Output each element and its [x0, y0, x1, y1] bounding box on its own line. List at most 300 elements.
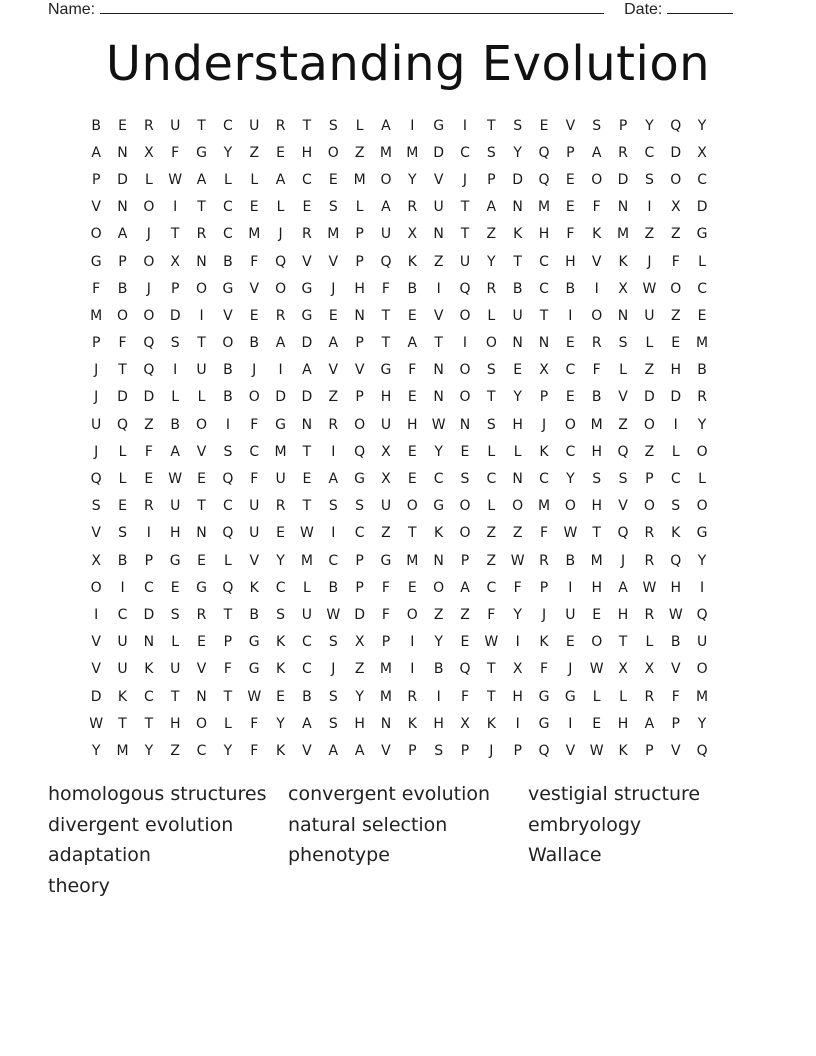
grid-letter[interactable]: A: [170, 443, 180, 460]
grid-letter[interactable]: Z: [354, 661, 365, 678]
grid-letter[interactable]: V: [302, 742, 312, 759]
grid-letter[interactable]: A: [275, 335, 286, 352]
grid-letter[interactable]: O: [433, 579, 445, 596]
grid-letter[interactable]: H: [301, 144, 313, 161]
grid-letter[interactable]: Z: [144, 416, 154, 433]
grid-letter[interactable]: P: [539, 389, 549, 406]
grid-letter[interactable]: Z: [249, 144, 260, 161]
grid-letter[interactable]: I: [225, 416, 230, 433]
grid-letter[interactable]: Q: [222, 579, 234, 596]
grid-letter[interactable]: E: [539, 117, 549, 134]
grid-letter[interactable]: U: [249, 525, 260, 542]
grid-letter[interactable]: C: [539, 471, 549, 488]
grid-letter[interactable]: T: [170, 226, 180, 243]
grid-letter[interactable]: V: [618, 498, 628, 515]
grid-letter[interactable]: C: [143, 688, 154, 705]
grid-letter[interactable]: O: [406, 606, 418, 623]
grid-letter[interactable]: B: [223, 253, 233, 270]
grid-letter[interactable]: Z: [486, 525, 497, 542]
grid-letter[interactable]: N: [459, 416, 471, 433]
grid-letter[interactable]: L: [487, 443, 496, 460]
grid-letter[interactable]: W: [589, 742, 604, 759]
grid-letter[interactable]: C: [223, 226, 233, 243]
grid-letter[interactable]: V: [591, 253, 602, 270]
grid-letter[interactable]: J: [94, 389, 99, 406]
grid-letter[interactable]: F: [592, 199, 601, 216]
grid-letter[interactable]: R: [328, 416, 339, 433]
grid-letter[interactable]: X: [91, 552, 101, 569]
grid-letter[interactable]: M: [617, 226, 630, 243]
date-blank-line[interactable]: [667, 0, 733, 14]
grid-letter[interactable]: W: [247, 688, 262, 705]
grid-letter[interactable]: S: [328, 688, 338, 705]
grid-letter[interactable]: O: [327, 144, 339, 161]
grid-letter[interactable]: E: [565, 389, 575, 406]
grid-letter[interactable]: G: [433, 498, 445, 515]
grid-letter[interactable]: K: [513, 226, 523, 243]
grid-letter[interactable]: A: [91, 144, 101, 161]
grid-letter[interactable]: K: [539, 634, 549, 651]
grid-letter[interactable]: O: [196, 715, 208, 732]
grid-letter[interactable]: R: [644, 552, 655, 569]
grid-letter[interactable]: T: [302, 443, 312, 460]
grid-letter[interactable]: W: [300, 525, 314, 542]
grid-letter[interactable]: I: [594, 280, 599, 297]
grid-letter[interactable]: Z: [512, 525, 523, 542]
grid-letter[interactable]: O: [90, 579, 102, 596]
grid-letter[interactable]: V: [223, 307, 233, 324]
grid-letter[interactable]: C: [223, 498, 233, 515]
grid-letter[interactable]: U: [117, 634, 128, 651]
grid-letter[interactable]: C: [539, 253, 549, 270]
grid-letter[interactable]: I: [173, 362, 178, 379]
grid-letter[interactable]: L: [250, 171, 259, 188]
grid-letter[interactable]: K: [592, 226, 602, 243]
grid-letter[interactable]: S: [592, 117, 602, 134]
grid-letter[interactable]: C: [302, 171, 312, 188]
grid-letter[interactable]: N: [196, 253, 207, 270]
grid-letter[interactable]: H: [380, 389, 392, 406]
grid-letter[interactable]: B: [407, 280, 418, 297]
grid-letter[interactable]: S: [486, 362, 496, 379]
name-blank-line[interactable]: [100, 0, 604, 14]
grid-letter[interactable]: U: [91, 416, 102, 433]
grid-letter[interactable]: P: [539, 579, 549, 596]
grid-letter[interactable]: H: [538, 226, 550, 243]
grid-letter[interactable]: W: [484, 634, 499, 651]
grid-letter[interactable]: C: [302, 634, 312, 651]
grid-letter[interactable]: O: [696, 661, 708, 678]
grid-letter[interactable]: S: [434, 742, 444, 759]
grid-letter[interactable]: F: [671, 253, 680, 270]
grid-letter[interactable]: V: [91, 199, 101, 216]
grid-letter[interactable]: O: [670, 171, 682, 188]
grid-letter[interactable]: J: [278, 226, 283, 243]
grid-letter[interactable]: N: [196, 525, 207, 542]
grid-letter[interactable]: V: [328, 253, 339, 270]
grid-letter[interactable]: G: [196, 579, 207, 596]
grid-letter[interactable]: H: [354, 715, 365, 732]
grid-letter[interactable]: D: [143, 606, 155, 623]
grid-letter[interactable]: E: [460, 634, 470, 651]
grid-letter[interactable]: I: [278, 362, 283, 379]
grid-letter[interactable]: O: [459, 525, 471, 542]
grid-letter[interactable]: J: [647, 253, 652, 270]
grid-letter[interactable]: G: [248, 634, 260, 651]
grid-letter[interactable]: M: [379, 661, 392, 678]
grid-letter[interactable]: Y: [223, 144, 233, 161]
grid-letter[interactable]: H: [512, 416, 523, 433]
grid-letter[interactable]: P: [355, 389, 364, 406]
grid-letter[interactable]: Q: [143, 335, 155, 352]
grid-letter[interactable]: T: [223, 606, 233, 623]
grid-letter[interactable]: I: [410, 117, 415, 134]
grid-letter[interactable]: Q: [222, 525, 234, 542]
grid-letter[interactable]: A: [381, 199, 391, 216]
grid-letter[interactable]: B: [433, 661, 444, 678]
grid-letter[interactable]: O: [459, 307, 471, 324]
grid-letter[interactable]: K: [144, 661, 154, 678]
grid-letter[interactable]: T: [487, 389, 496, 406]
grid-letter[interactable]: F: [460, 688, 470, 705]
grid-letter[interactable]: D: [301, 389, 313, 406]
grid-letter[interactable]: P: [460, 742, 470, 759]
grid-letter[interactable]: J: [146, 280, 151, 297]
grid-letter[interactable]: C: [143, 579, 154, 596]
grid-letter[interactable]: K: [275, 661, 286, 678]
grid-letter[interactable]: W: [668, 606, 683, 623]
grid-letter[interactable]: T: [460, 199, 470, 216]
grid-letter[interactable]: U: [696, 634, 708, 651]
grid-letter[interactable]: Y: [513, 144, 522, 161]
grid-letter[interactable]: M: [327, 226, 340, 243]
grid-letter[interactable]: O: [143, 307, 155, 324]
grid-letter[interactable]: N: [117, 199, 128, 216]
grid-letter[interactable]: U: [565, 606, 576, 623]
grid-letter[interactable]: Z: [618, 416, 628, 433]
grid-letter[interactable]: T: [381, 335, 391, 352]
grid-letter[interactable]: X: [512, 661, 523, 678]
grid-letter[interactable]: S: [618, 471, 628, 488]
grid-letter[interactable]: U: [512, 307, 523, 324]
grid-letter[interactable]: V: [91, 525, 101, 542]
grid-letter[interactable]: Z: [644, 443, 655, 460]
grid-letter[interactable]: J: [94, 443, 99, 460]
grid-letter[interactable]: U: [117, 661, 128, 678]
grid-letter[interactable]: Y: [697, 552, 707, 569]
grid-letter[interactable]: E: [565, 171, 575, 188]
grid-letter[interactable]: H: [512, 688, 523, 705]
grid-letter[interactable]: F: [250, 416, 259, 433]
grid-letter[interactable]: I: [436, 280, 441, 297]
grid-letter[interactable]: T: [118, 362, 127, 379]
grid-letter[interactable]: E: [249, 199, 259, 216]
grid-letter[interactable]: O: [406, 498, 418, 515]
grid-letter[interactable]: F: [381, 579, 390, 596]
grid-letter[interactable]: H: [670, 362, 681, 379]
grid-letter[interactable]: E: [671, 335, 681, 352]
grid-letter[interactable]: D: [301, 335, 313, 352]
grid-letter[interactable]: I: [462, 117, 468, 134]
grid-letter[interactable]: S: [170, 335, 180, 352]
grid-letter[interactable]: V: [565, 742, 576, 759]
grid-letter[interactable]: O: [117, 307, 129, 324]
grid-letter[interactable]: O: [248, 389, 260, 406]
grid-letter[interactable]: U: [196, 362, 207, 379]
grid-letter[interactable]: L: [355, 199, 364, 216]
grid-letter[interactable]: E: [592, 715, 602, 732]
grid-letter[interactable]: I: [436, 688, 441, 705]
grid-letter[interactable]: E: [197, 634, 206, 651]
grid-letter[interactable]: P: [144, 552, 154, 569]
grid-letter[interactable]: P: [487, 171, 496, 188]
grid-letter[interactable]: O: [196, 416, 208, 433]
grid-letter[interactable]: F: [250, 471, 259, 488]
grid-letter[interactable]: Q: [459, 661, 471, 678]
grid-letter[interactable]: E: [407, 579, 417, 596]
grid-letter[interactable]: Y: [487, 253, 496, 270]
grid-letter[interactable]: P: [381, 634, 391, 651]
grid-letter[interactable]: L: [223, 552, 232, 569]
grid-letter[interactable]: T: [302, 117, 312, 134]
grid-letter[interactable]: N: [117, 144, 128, 161]
grid-letter[interactable]: E: [328, 171, 338, 188]
grid-letter[interactable]: P: [223, 634, 233, 651]
grid-letter[interactable]: K: [275, 634, 286, 651]
grid-letter[interactable]: Z: [486, 226, 497, 243]
grid-letter[interactable]: G: [222, 280, 234, 297]
grid-letter[interactable]: P: [355, 226, 364, 243]
grid-letter[interactable]: V: [670, 661, 681, 678]
grid-letter[interactable]: F: [381, 606, 390, 623]
grid-letter[interactable]: J: [541, 416, 547, 433]
grid-letter[interactable]: S: [91, 498, 101, 515]
grid-letter[interactable]: E: [118, 498, 127, 515]
grid-letter[interactable]: T: [408, 525, 417, 542]
grid-letter[interactable]: L: [645, 335, 654, 352]
grid-letter[interactable]: E: [249, 307, 259, 324]
grid-letter[interactable]: C: [670, 471, 681, 488]
grid-letter[interactable]: O: [275, 280, 287, 297]
grid-letter[interactable]: B: [117, 280, 128, 297]
grid-letter[interactable]: B: [223, 362, 233, 379]
grid-letter[interactable]: A: [302, 362, 312, 379]
grid-letter[interactable]: C: [565, 443, 576, 460]
grid-letter[interactable]: Z: [460, 606, 470, 623]
grid-letter[interactable]: A: [302, 715, 312, 732]
grid-letter[interactable]: T: [197, 117, 206, 134]
grid-letter[interactable]: L: [645, 634, 654, 651]
grid-letter[interactable]: G: [248, 661, 260, 678]
grid-letter[interactable]: M: [353, 171, 366, 188]
grid-letter[interactable]: D: [275, 389, 286, 406]
grid-letter[interactable]: A: [328, 742, 339, 759]
grid-letter[interactable]: T: [487, 661, 496, 678]
grid-letter[interactable]: Q: [617, 443, 629, 460]
grid-letter[interactable]: W: [168, 171, 183, 188]
grid-letter[interactable]: S: [328, 117, 338, 134]
grid-letter[interactable]: D: [512, 171, 524, 188]
grid-letter[interactable]: T: [197, 335, 206, 352]
grid-letter[interactable]: T: [170, 688, 180, 705]
grid-letter[interactable]: I: [568, 579, 573, 596]
grid-letter[interactable]: L: [513, 443, 522, 460]
grid-letter[interactable]: P: [513, 742, 522, 759]
grid-letter[interactable]: V: [91, 634, 101, 651]
grid-letter[interactable]: X: [618, 280, 628, 297]
grid-letter[interactable]: Y: [566, 471, 575, 488]
grid-letter[interactable]: J: [541, 606, 547, 623]
grid-letter[interactable]: A: [117, 226, 128, 243]
grid-letter[interactable]: G: [169, 552, 181, 569]
grid-letter[interactable]: P: [91, 171, 101, 188]
grid-letter[interactable]: P: [170, 280, 180, 297]
grid-letter[interactable]: F: [671, 688, 680, 705]
grid-letter[interactable]: V: [196, 661, 207, 678]
grid-letter[interactable]: L: [671, 443, 680, 460]
grid-letter[interactable]: K: [618, 742, 628, 759]
grid-letter[interactable]: H: [354, 280, 365, 297]
grid-letter[interactable]: G: [196, 144, 207, 161]
grid-letter[interactable]: L: [698, 471, 706, 488]
grid-letter[interactable]: V: [249, 280, 260, 297]
grid-letter[interactable]: E: [118, 117, 127, 134]
grid-letter[interactable]: J: [146, 226, 151, 243]
grid-letter[interactable]: G: [380, 362, 392, 379]
grid-letter[interactable]: I: [568, 307, 573, 324]
grid-letter[interactable]: J: [462, 171, 468, 188]
grid-letter[interactable]: B: [697, 362, 707, 379]
grid-letter[interactable]: D: [117, 389, 128, 406]
grid-letter[interactable]: U: [644, 307, 655, 324]
grid-letter[interactable]: M: [406, 552, 419, 569]
grid-letter[interactable]: I: [331, 525, 336, 542]
grid-letter[interactable]: P: [618, 117, 628, 134]
grid-letter[interactable]: G: [90, 253, 102, 270]
grid-letter[interactable]: V: [565, 117, 576, 134]
grid-letter[interactable]: P: [671, 715, 680, 732]
grid-letter[interactable]: C: [223, 117, 233, 134]
grid-letter[interactable]: K: [249, 579, 259, 596]
grid-letter[interactable]: Y: [223, 742, 233, 759]
grid-letter[interactable]: F: [539, 661, 549, 678]
grid-letter[interactable]: U: [170, 661, 181, 678]
grid-letter[interactable]: N: [512, 335, 523, 352]
grid-letter[interactable]: T: [434, 335, 443, 352]
grid-letter[interactable]: I: [568, 715, 573, 732]
grid-letter[interactable]: J: [489, 742, 494, 759]
grid-letter[interactable]: N: [433, 389, 444, 406]
grid-letter[interactable]: N: [380, 715, 392, 732]
grid-letter[interactable]: G: [354, 471, 366, 488]
grid-letter[interactable]: A: [407, 335, 418, 352]
grid-letter[interactable]: Z: [644, 226, 655, 243]
grid-letter[interactable]: J: [331, 280, 336, 297]
grid-letter[interactable]: D: [670, 389, 682, 406]
grid-letter[interactable]: Y: [434, 443, 443, 460]
grid-letter[interactable]: K: [539, 443, 549, 460]
grid-letter[interactable]: X: [618, 661, 628, 678]
grid-letter[interactable]: W: [89, 715, 104, 732]
grid-letter[interactable]: E: [144, 471, 154, 488]
grid-letter[interactable]: G: [433, 117, 445, 134]
grid-letter[interactable]: A: [328, 471, 339, 488]
grid-letter[interactable]: L: [171, 634, 180, 651]
grid-letter[interactable]: C: [486, 579, 497, 596]
grid-letter[interactable]: C: [697, 280, 707, 297]
grid-letter[interactable]: Q: [670, 552, 682, 569]
grid-letter[interactable]: O: [591, 634, 603, 651]
grid-letter[interactable]: Y: [645, 117, 654, 134]
grid-letter[interactable]: J: [620, 552, 626, 569]
grid-letter[interactable]: W: [168, 471, 183, 488]
grid-letter[interactable]: I: [515, 715, 520, 732]
grid-letter[interactable]: T: [592, 525, 601, 542]
grid-letter[interactable]: E: [276, 688, 285, 705]
grid-letter[interactable]: A: [618, 579, 628, 596]
grid-letter[interactable]: S: [486, 416, 496, 433]
grid-letter[interactable]: Q: [143, 362, 155, 379]
grid-letter[interactable]: U: [433, 199, 444, 216]
grid-letter[interactable]: L: [592, 688, 601, 705]
grid-letter[interactable]: I: [647, 199, 652, 216]
grid-letter[interactable]: M: [696, 688, 709, 705]
grid-letter[interactable]: Y: [513, 606, 522, 623]
grid-letter[interactable]: E: [302, 471, 312, 488]
grid-letter[interactable]: O: [196, 280, 208, 297]
grid-letter[interactable]: S: [170, 606, 180, 623]
grid-letter[interactable]: R: [407, 199, 418, 216]
grid-letter[interactable]: F: [381, 280, 390, 297]
grid-letter[interactable]: F: [250, 715, 259, 732]
grid-letter[interactable]: W: [642, 280, 657, 297]
grid-letter[interactable]: Q: [696, 606, 708, 623]
grid-letter[interactable]: L: [487, 498, 496, 515]
grid-letter[interactable]: E: [302, 199, 312, 216]
grid-letter[interactable]: H: [565, 253, 576, 270]
grid-letter[interactable]: B: [512, 280, 523, 297]
grid-letter[interactable]: K: [618, 253, 628, 270]
grid-letter[interactable]: X: [381, 443, 391, 460]
grid-letter[interactable]: N: [196, 688, 207, 705]
grid-letter[interactable]: B: [249, 335, 260, 352]
grid-letter[interactable]: V: [433, 171, 444, 188]
grid-letter[interactable]: B: [591, 389, 602, 406]
grid-letter[interactable]: B: [91, 117, 101, 134]
grid-letter[interactable]: N: [433, 226, 444, 243]
grid-letter[interactable]: M: [248, 226, 261, 243]
grid-letter[interactable]: G: [301, 280, 313, 297]
grid-letter[interactable]: W: [589, 661, 604, 678]
grid-letter[interactable]: U: [275, 471, 286, 488]
grid-letter[interactable]: J: [568, 661, 573, 678]
grid-letter[interactable]: E: [697, 307, 707, 324]
grid-letter[interactable]: F: [487, 606, 496, 623]
grid-letter[interactable]: V: [618, 389, 628, 406]
grid-letter[interactable]: Y: [91, 742, 101, 759]
grid-letter[interactable]: G: [538, 688, 550, 705]
grid-letter[interactable]: Q: [670, 117, 682, 134]
grid-letter[interactable]: S: [328, 634, 338, 651]
grid-letter[interactable]: L: [619, 688, 627, 705]
grid-letter[interactable]: T: [460, 226, 470, 243]
grid-letter[interactable]: Y: [697, 117, 707, 134]
grid-letter[interactable]: S: [460, 471, 470, 488]
grid-letter[interactable]: V: [91, 661, 101, 678]
grid-letter[interactable]: S: [486, 144, 496, 161]
grid-letter[interactable]: W: [642, 579, 657, 596]
grid-letter[interactable]: O: [696, 498, 708, 515]
